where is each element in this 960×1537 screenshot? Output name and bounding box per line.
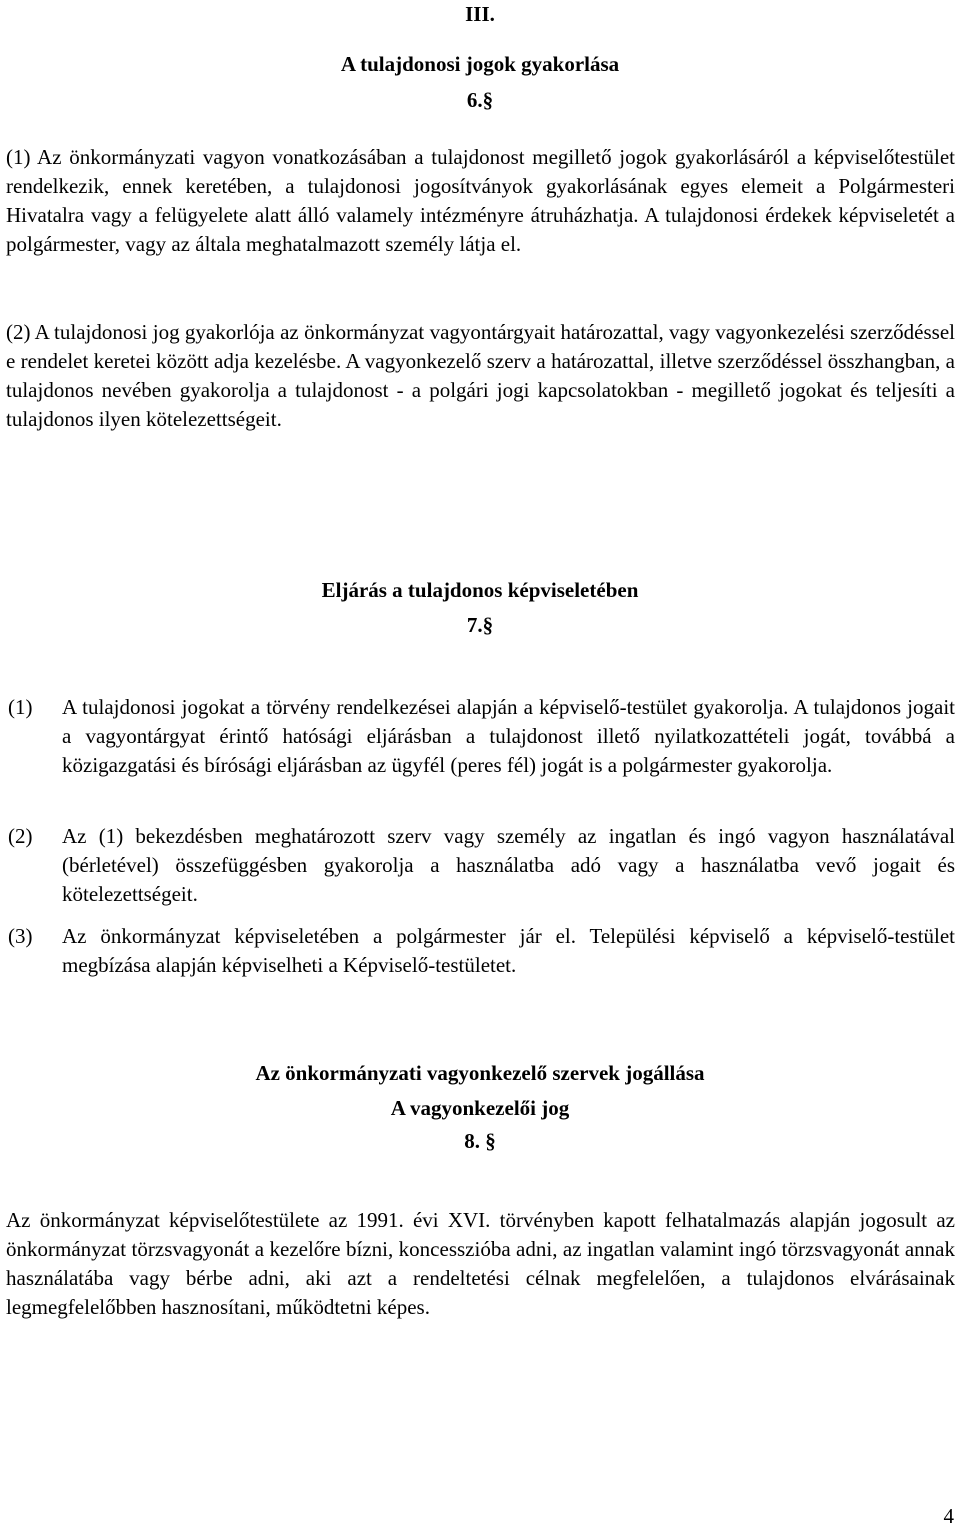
section-8-title: Az önkormányzati vagyonkezelő szervek jogállása xyxy=(255,1061,705,1085)
chapter-title: A tulajdonosi jogok gyakorlása xyxy=(340,52,620,76)
item-text: A tulajdonosi jogokat a törvény rendelkezései alapján a képviselő-testület gyakorolja. A tulajdonos jogait a vagyontárgyat érintő hatósági eljárásban a tulajdonost illető nyilatkozattételi jogát, továbbá a közigazgatási és bírósági eljárásban az ügyfél (peres fél) jogát is a polgármester gyakorolja. xyxy=(62,695,955,777)
section-6-number: 6.§ xyxy=(466,88,494,112)
section-8-number: 8. § xyxy=(464,1129,496,1153)
item-number: (1) xyxy=(8,695,33,719)
section-8-subtitle: A vagyonkezelői jog xyxy=(390,1096,570,1120)
section-7-number: 7.§ xyxy=(466,613,494,637)
section-7-item-2 xyxy=(8,822,955,909)
item-text: Az önkormányzat képviseletében a polgármester jár el. Települési képviselő a képviselő-testület megbízása alapján képviselheti a Képviselő-testületet. xyxy=(62,924,955,977)
section-7-item-1 xyxy=(8,693,955,780)
section-6-paragraph-1: (1) Az önkormányzati vagyon vonatkozásában a tulajdonost megillető jogok gyakorlásáról a képviselőtestület rendelkezik, ennek keretében, a tulajdonosi jogosítványok gyakorlásának egyes elemeit a Polgármesteri Hivatalra vagy a felügyelete alatt álló valamely intézményre átruházhatja. A tulajdonosi érdekek képviseletét a polgármester, vagy az általa meghatalmazott személy látja el. xyxy=(6,145,955,256)
chapter-number: III. xyxy=(465,2,495,26)
section-6-paragraph-2: (2) A tulajdonosi jog gyakorlója az önkormányzat vagyontárgyait határozattal, vagy vagyonkezelési szerződéssel e rendelet keretei között adja kezelésbe. A vagyonkezelő szerv a határozattal, illetve szerződéssel összhangban, a tulajdonos nevében gyakorolja a tulajdonost - a polgári jogi kapcsolatokban - megillető jogokat és teljesíti a tulajdonos ilyen kötelezettségeit. xyxy=(6,320,955,431)
item-number: (3) xyxy=(8,924,33,948)
section-8-paragraph-1: Az önkormányzat képviselőtestülete az 1991. évi XVI. törvényben kapott felhatalmazás alapján jogosult az önkormányzat törzsvagyonát a kezelőre bízni, koncesszióba adni, az ingatlan valamint ingó törzsvagyonát annak használatába vagy bérbe adni, aki azt a rendeltetési célnak megfelelően, a tulajdonos elvárásainak legmegfelelőbben hasznosítani, működtetni képes. xyxy=(6,1208,955,1319)
item-number: (2) xyxy=(8,824,33,848)
section-7-title: Eljárás a tulajdonos képviseletében xyxy=(321,578,639,602)
item-text: Az (1) bekezdésben meghatározott szerv vagy személy az ingatlan és ingó vagyon használatával (bérletével) összefüggésben gyakorolja a használatba adó vagy a használatba vevő jogait és kötelezettségeit. xyxy=(62,824,955,906)
section-7-item-3 xyxy=(8,922,955,980)
page-number: 4 xyxy=(943,1504,954,1528)
